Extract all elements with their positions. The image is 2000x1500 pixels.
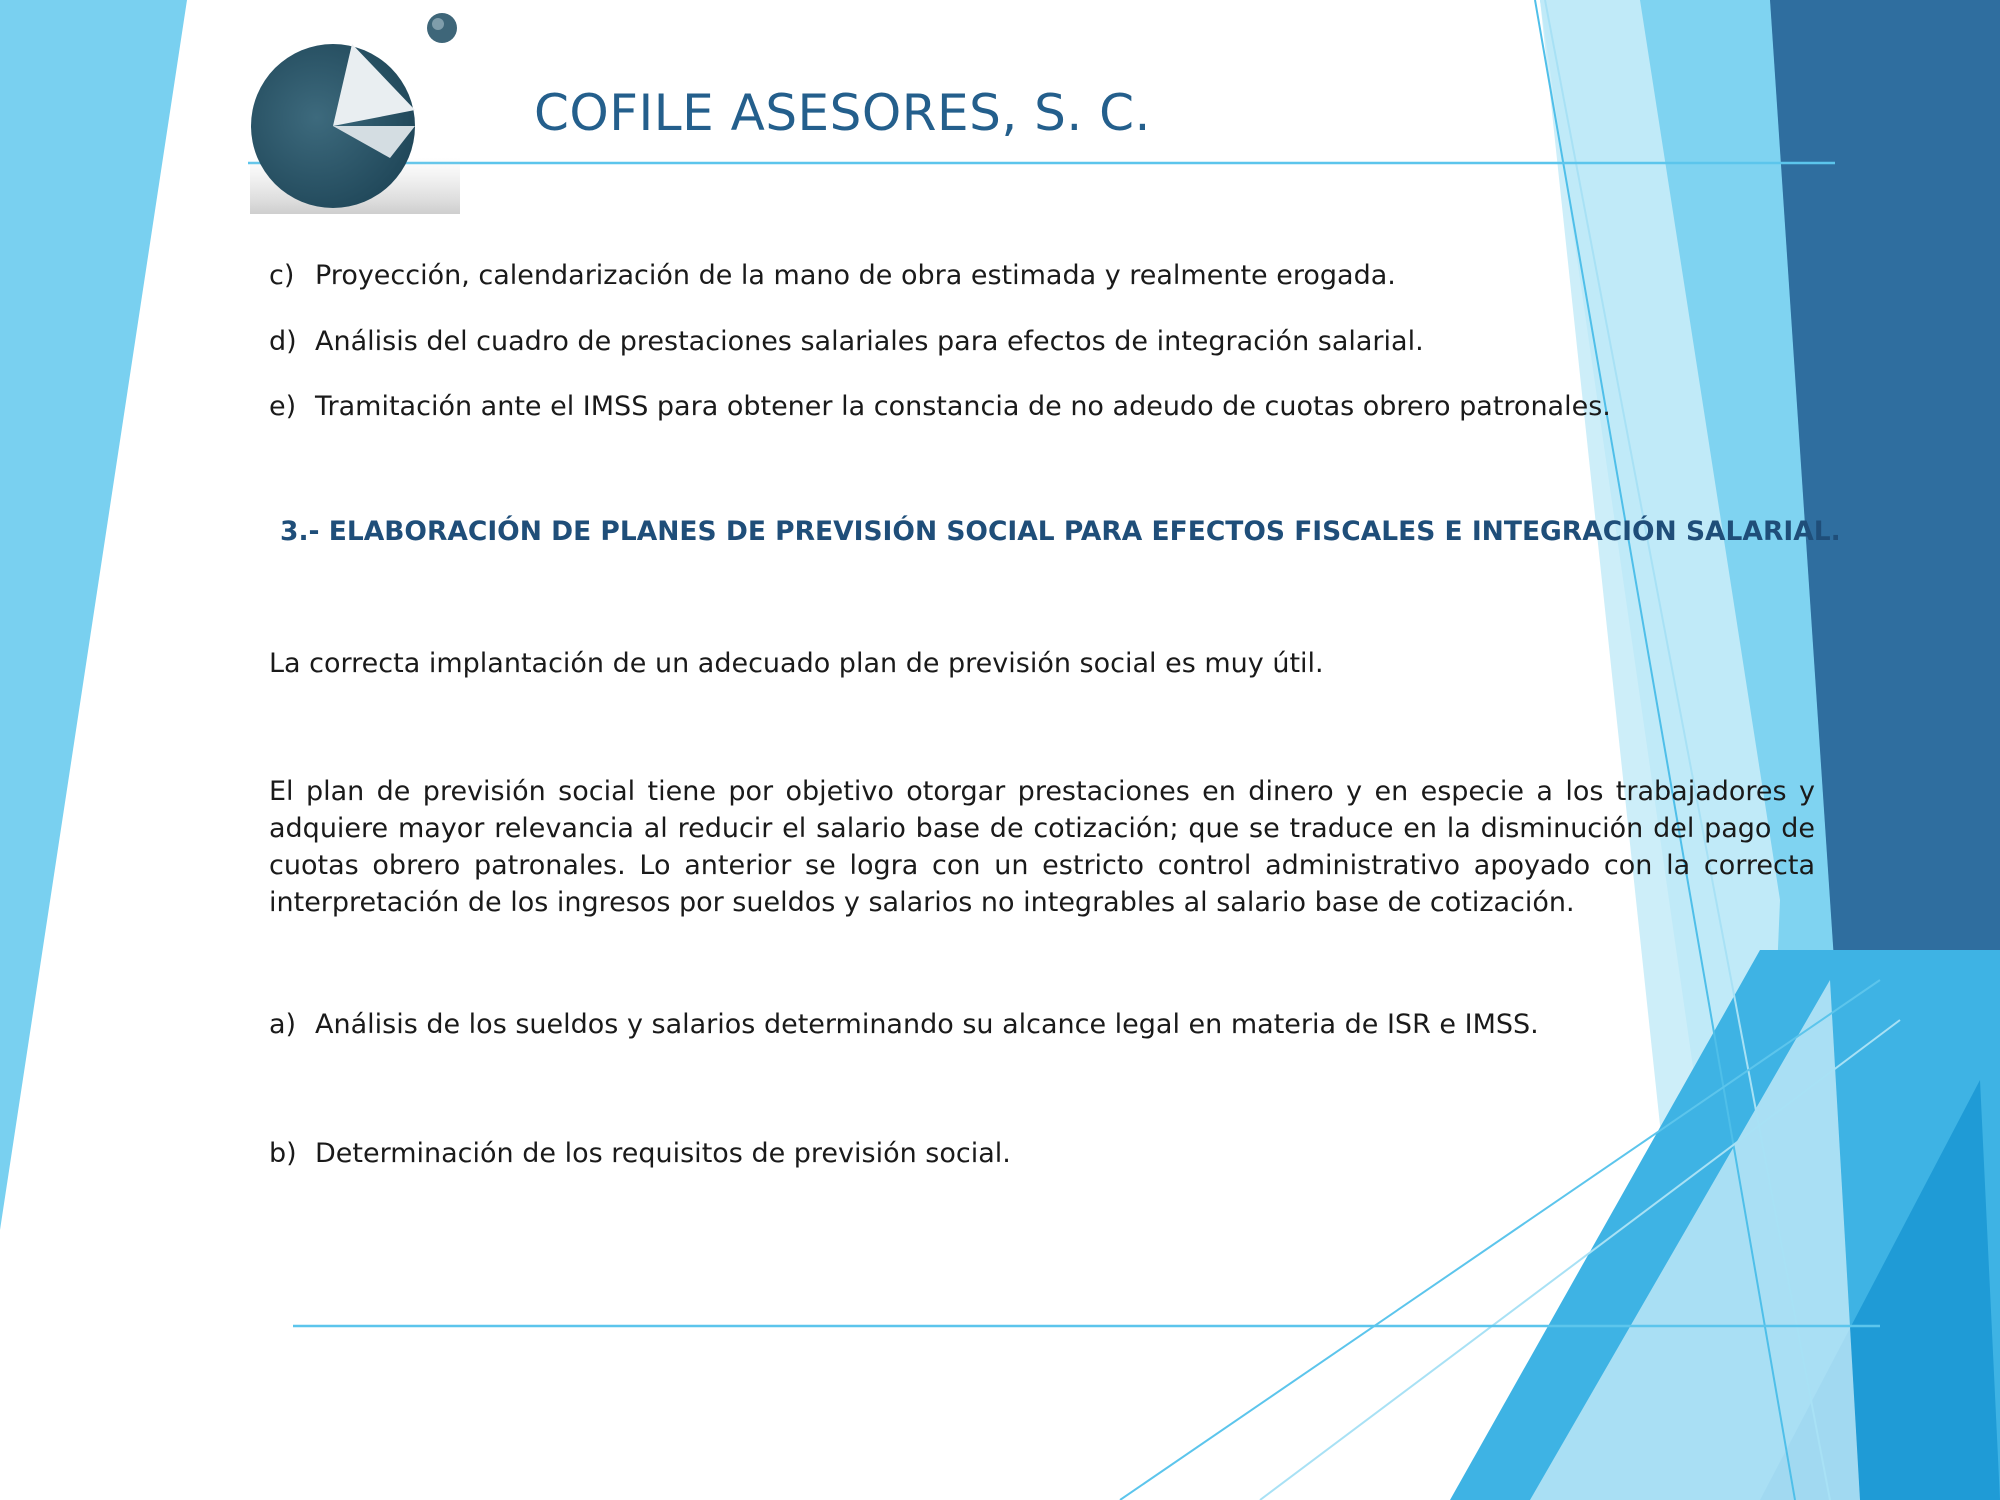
section-heading: 3.- ELABORACIÓN DE PLANES DE PREVISIÓN SOCIAL PARA EFECTOS FISCALES E INTEGRACIÓN SALARIAL.	[280, 516, 1841, 547]
list-item	[269, 1007, 1539, 1043]
list-item-marker: e)	[269, 391, 297, 422]
list-item	[269, 324, 1424, 360]
list-item-marker: b)	[269, 1138, 297, 1169]
list-item-text: Tramitación ante el IMSS para obtener la constancia de no adeudo de cuotas obrero patronales.	[315, 391, 1611, 422]
company-logo	[240, 8, 468, 220]
list-item	[269, 1136, 1011, 1172]
page-title: COFILE ASESORES, S. C.	[534, 84, 1151, 142]
list-item-marker: c)	[269, 260, 295, 291]
list-item	[269, 389, 1611, 425]
list-item-text: Análisis de los sueldos y salarios determinando su alcance legal en materia de ISR e IMSS.	[315, 1009, 1539, 1040]
list-item-text: Proyección, calendarización de la mano de obra estimada y realmente erogada.	[315, 260, 1396, 291]
list-item-marker: a)	[269, 1009, 297, 1040]
list-item	[269, 258, 1396, 294]
list-item-text: Análisis del cuadro de prestaciones salariales para efectos de integración salarial.	[315, 326, 1424, 357]
list-item-marker: d)	[269, 326, 297, 357]
left-wedge-shape	[0, 0, 187, 1230]
section-paragraph: El plan de previsión social tiene por objetivo otorgar prestaciones en dinero y en especie a los trabajadores y adquiere mayor relevancia al reducir el salario base de cotización; que se traduce en la disminución del pago de cuotas obrero patronales. Lo anterior se logra con un estricto control administrativo apoyado con la correcta interpretación de los ingresos por sueldos y salarios no integrables al salario base de cotización.	[269, 776, 1815, 918]
list-item-text: Determinación de los requisitos de previsión social.	[315, 1138, 1011, 1169]
section-intro: La correcta implantación de un adecuado plan de previsión social es muy útil.	[269, 648, 1324, 679]
logo-dot-highlight	[432, 18, 444, 30]
